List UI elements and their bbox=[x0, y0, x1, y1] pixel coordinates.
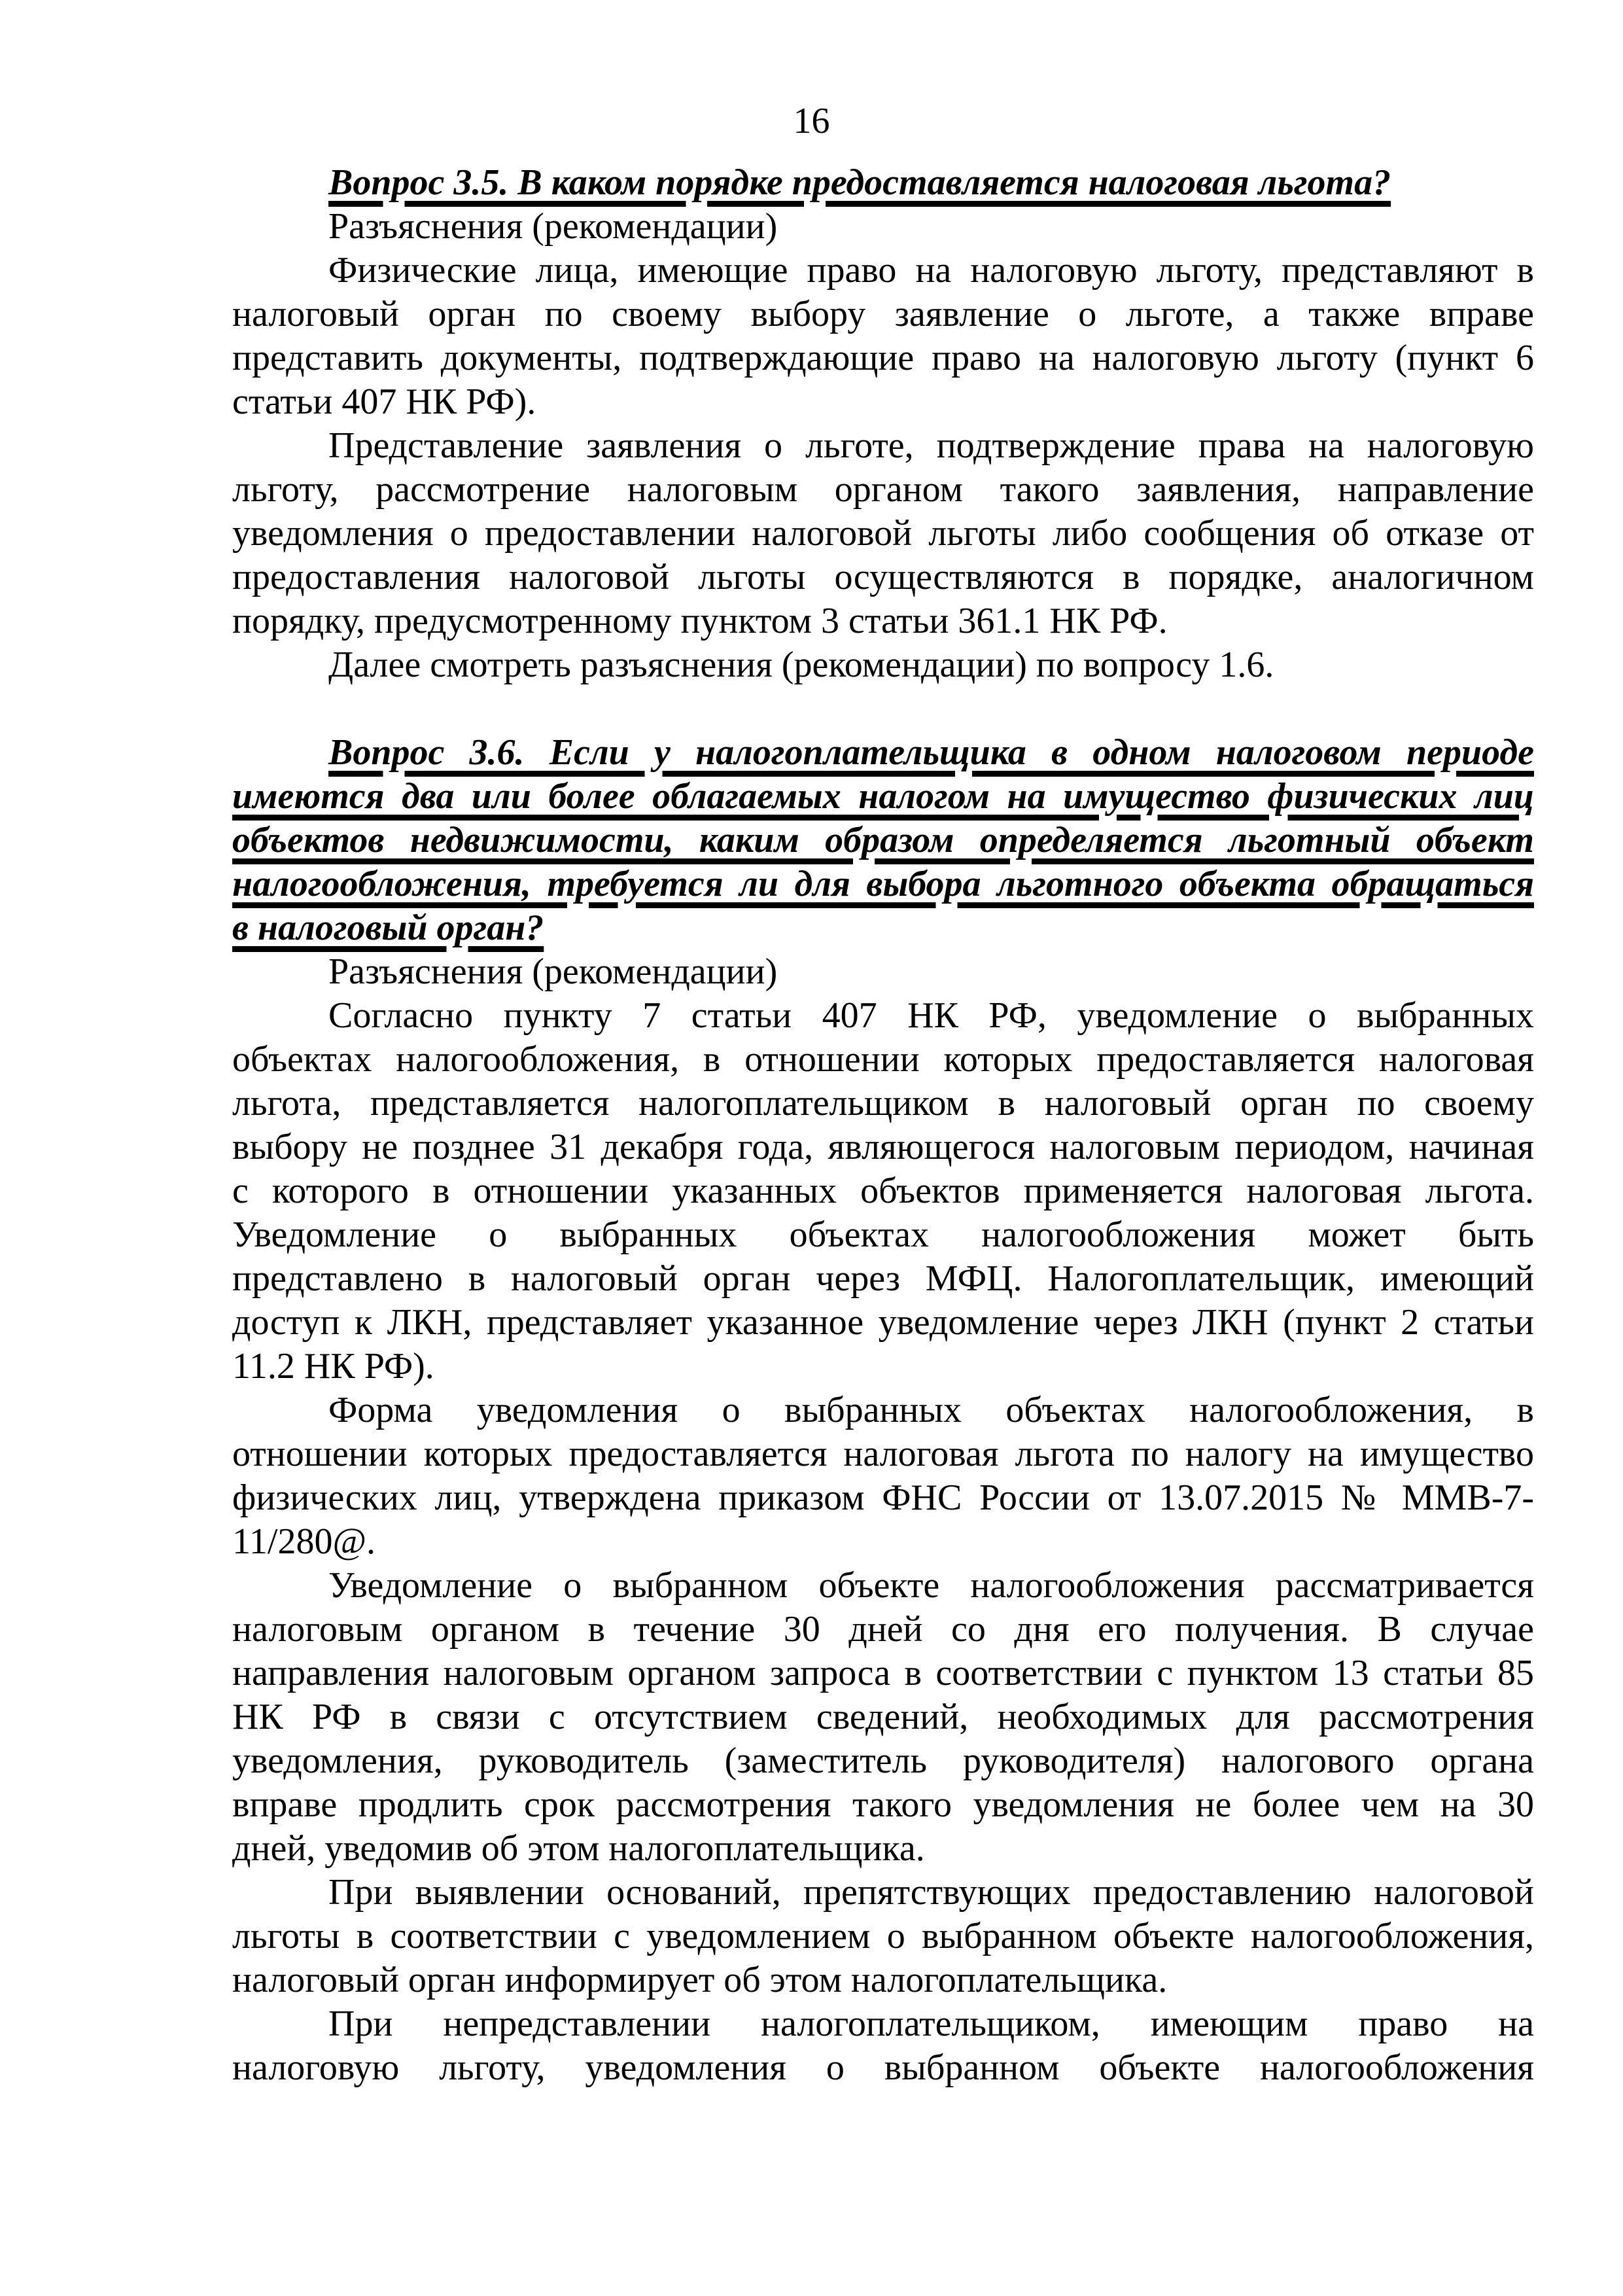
paragraph-line: 11/280@. bbox=[232, 1521, 376, 1562]
section-spacer bbox=[232, 687, 1534, 731]
question-heading-line: имеются два или более облагаемых налогом на имущество физических лиц bbox=[232, 776, 1534, 817]
paragraph bbox=[232, 2002, 1534, 2090]
question-heading-line: объектов недвижимости, каким образом определяется льготный объект bbox=[232, 820, 1534, 860]
paragraph-line: Форма уведомления о выбранных объектах налогообложения, в bbox=[328, 1390, 1534, 1430]
paragraph-line: При выявлении оснований, препятствующих предоставлению налоговой bbox=[328, 1872, 1534, 1913]
paragraph-line: Уведомление о выбранном объекте налогообложения рассматривается bbox=[328, 1565, 1534, 1606]
paragraph-line: 11.2 НК РФ). bbox=[232, 1346, 434, 1386]
paragraph bbox=[232, 249, 1534, 424]
paragraph-line: дней, уведомив об этом налогоплательщика. bbox=[232, 1828, 925, 1869]
paragraph-line: направления налоговым органом запроса в соответствии с пунктом 13 статьи 85 bbox=[232, 1653, 1534, 1693]
paragraph-line: вправе продлить срок рассмотрения такого уведомления не более чем на 30 bbox=[232, 1784, 1534, 1825]
paragraph bbox=[232, 1564, 1534, 1871]
question-heading: Вопрос 3.5. В каком порядке предоставляется налоговая льгота? bbox=[328, 162, 1391, 203]
question-heading-line: налогообложения, требуется ли для выбора льготного объекта обращаться bbox=[232, 864, 1534, 904]
question-heading-line: в налоговый орган? bbox=[232, 908, 544, 948]
note-line: Разъяснения (рекомендации) bbox=[328, 206, 778, 247]
paragraph-line: Физические лица, имеющие право на налоговую льготу, представляют в bbox=[328, 250, 1534, 291]
paragraph-line: При непредставлении налогоплательщиком, имеющим право на bbox=[328, 2004, 1534, 2044]
paragraph-line: льготы в соответствии с уведомлением о выбранном объекте налогообложения, bbox=[232, 1916, 1534, 1956]
paragraph-line: выбору не позднее 31 декабря года, являющегося налоговым периодом, начиная bbox=[232, 1127, 1534, 1167]
paragraph bbox=[232, 994, 1534, 1388]
paragraph-line: предоставления налоговой льготы осуществляются в порядке, аналогичном bbox=[232, 557, 1534, 597]
paragraph-line: налоговым органом в течение 30 дней со дня его получения. В случае bbox=[232, 1609, 1534, 1650]
paragraph bbox=[232, 1388, 1534, 1564]
paragraph-line: льготу, рассмотрение налоговым органом такого заявления, направление bbox=[232, 469, 1534, 510]
paragraph-line: льгота, представляется налогоплательщиком в налоговый орган по своему bbox=[232, 1083, 1534, 1123]
paragraph-line: представить документы, подтверждающие право на налоговую льготу (пункт 6 bbox=[232, 338, 1534, 378]
paragraph-line: порядку, предусмотренному пунктом 3 статьи 361.1 НК РФ. bbox=[232, 601, 1168, 641]
paragraph-line: уведомления, руководитель (заместитель руководителя) налогового органа bbox=[232, 1740, 1534, 1781]
paragraph-line: налоговый орган информирует об этом налогоплательщика. bbox=[232, 1960, 1168, 2000]
paragraph-line: Далее смотреть разъяснения (рекомендации) по вопросу 1.6. bbox=[328, 645, 1274, 685]
paragraph-line: доступ к ЛКН, представляет указанное уведомление через ЛКН (пункт 2 статьи bbox=[232, 1302, 1534, 1343]
page-number: 16 bbox=[793, 101, 830, 141]
paragraph-line: уведомления о предоставлении налоговой льготы либо сообщения об отказе от bbox=[232, 513, 1534, 554]
paragraph-line: налоговую льготу, уведомления о выбранном объекте налогообложения bbox=[232, 2047, 1534, 2088]
note-line: Разъяснения (рекомендации) bbox=[328, 951, 778, 992]
paragraph-line: НК РФ в связи с отсутствием сведений, необходимых для рассмотрения bbox=[232, 1697, 1534, 1737]
paragraph-line: статьи 407 НК РФ). bbox=[232, 381, 536, 422]
paragraph-line: Представление заявления о льготе, подтверждение права на налоговую bbox=[328, 425, 1534, 466]
paragraph-line: представлено в налоговый орган через МФЦ. Налогоплательщик, имеющий bbox=[232, 1258, 1534, 1299]
question-heading-line: Вопрос 3.6. Если у налогоплательщика в одном налоговом периоде bbox=[328, 732, 1534, 773]
paragraph bbox=[232, 424, 1534, 643]
section-question-3-5 bbox=[232, 161, 1534, 687]
paragraph-line: с которого в отношении указанных объектов применяется налоговая льгота. bbox=[232, 1171, 1534, 1211]
paragraph bbox=[232, 1871, 1534, 2002]
paragraph-line: объектах налогообложения, в отношении которых предоставляется налоговая bbox=[232, 1039, 1534, 1080]
paragraph-line: отношении которых предоставляется налоговая льгота по налогу на имущество bbox=[232, 1434, 1534, 1474]
section-question-3-6 bbox=[232, 731, 1534, 2090]
paragraph-line: Уведомление о выбранных объектах налогообложения может быть bbox=[232, 1214, 1534, 1255]
paragraph-line: Согласно пункту 7 статьи 407 НК РФ, уведомление о выбранных bbox=[328, 995, 1534, 1036]
question-heading bbox=[232, 731, 1534, 950]
document-body bbox=[232, 161, 1534, 2090]
paragraph-line: физических лиц, утверждена приказом ФНС России от 13.07.2015 № ММВ-7- bbox=[232, 1477, 1534, 1518]
paragraph-line: налоговый орган по своему выбору заявление о льготе, а также вправе bbox=[232, 294, 1534, 334]
